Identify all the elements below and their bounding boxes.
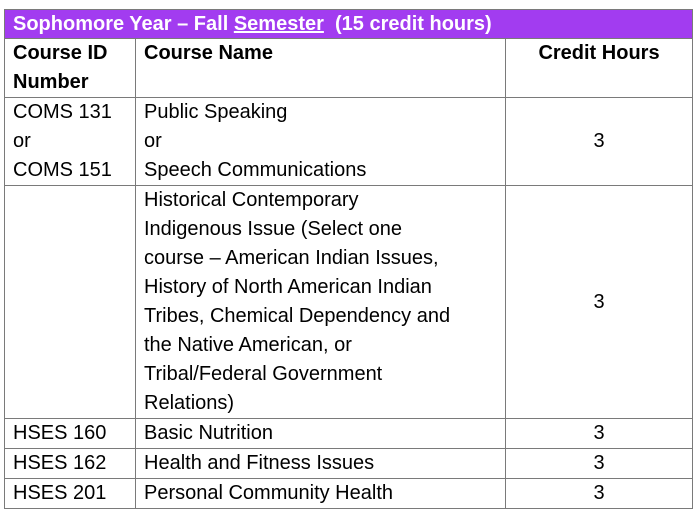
course-id-cell: COMS 131 or COMS 151: [5, 98, 136, 186]
course-name-cell: Basic Nutrition: [136, 419, 506, 449]
course-table: [4, 9, 693, 509]
table-row: [5, 186, 693, 419]
course-id-cell: HSES 160: [5, 419, 136, 449]
course-id-cell: [5, 186, 136, 419]
credit-hours-cell: 3: [506, 98, 693, 186]
course-name-cell: Public Speaking or Speech Communications: [136, 98, 506, 186]
header-course-id: Course ID Number: [5, 39, 136, 98]
title-semester: Semester: [233, 13, 324, 35]
course-name-cell: Personal Community Health: [136, 479, 506, 509]
credit-hours-cell: 3: [506, 186, 693, 419]
credit-hours-cell: 3: [506, 419, 693, 449]
title-credits: (15 credit hours): [323, 13, 492, 35]
title-text: Sophomore Year – Fall: [13, 13, 234, 35]
table-row: [5, 98, 693, 186]
header-row: [5, 39, 693, 98]
course-id-cell: HSES 201: [5, 479, 136, 509]
table-row: [5, 419, 693, 449]
header-course-name: Course Name: [136, 39, 506, 98]
table-title-row: [5, 10, 693, 39]
credit-hours-cell: 3: [506, 449, 693, 479]
header-credit-hours: Credit Hours: [506, 39, 693, 98]
table-row: [5, 449, 693, 479]
table-row: [5, 479, 693, 509]
table-body: [5, 98, 693, 509]
course-name-cell: Historical Contemporary Indigenous Issue (Select one course – American Indian Issues, History of North American Indian Tribes, Chemical Dependency and the Native American, or Tribal/Federal Government Relations): [136, 186, 506, 419]
course-id-cell: HSES 162: [5, 449, 136, 479]
credit-hours-cell: 3: [506, 479, 693, 509]
course-name-cell: Health and Fitness Issues: [136, 449, 506, 479]
table-title: [5, 10, 693, 39]
